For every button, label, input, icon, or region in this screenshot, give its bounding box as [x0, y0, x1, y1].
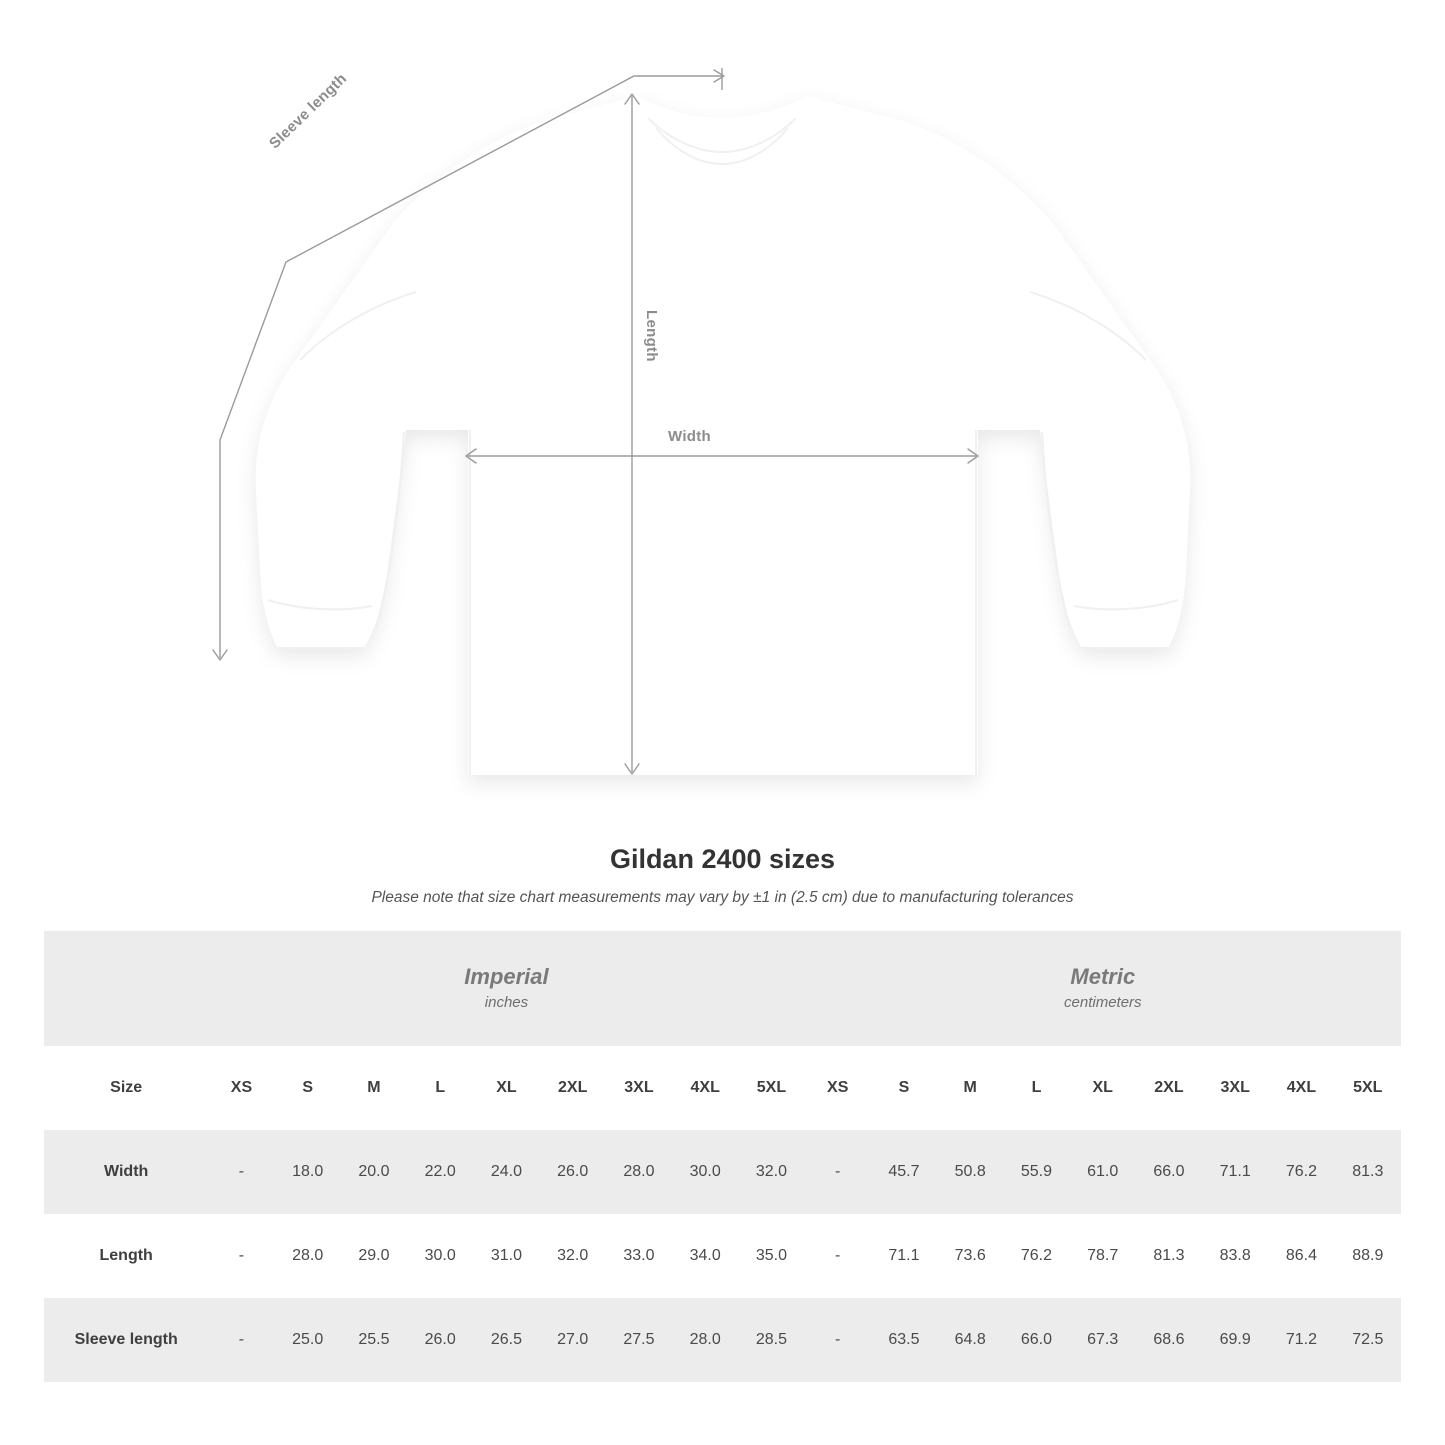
row-label-length: Length [44, 1214, 208, 1298]
cell-width-metric-2xl: 66.0 [1136, 1130, 1202, 1214]
table-row [44, 1214, 1401, 1298]
cell-length-imperial-s: 28.0 [275, 1214, 341, 1298]
cell-sleeve-imperial-xs: - [208, 1298, 274, 1382]
cell-length-imperial-xs: - [208, 1214, 274, 1298]
cell-sleeve-imperial-5xl: 28.5 [738, 1298, 804, 1382]
cell-width-imperial-l: 22.0 [407, 1130, 473, 1214]
cell-length-metric-xl: 78.7 [1070, 1214, 1136, 1298]
length-dimension-label: Length [643, 310, 660, 362]
column-header-imperial-3xl: 3XL [606, 1046, 672, 1130]
cell-sleeve-imperial-s: 25.0 [275, 1298, 341, 1382]
cell-length-metric-s: 71.1 [871, 1214, 937, 1298]
size-chart-table [44, 931, 1401, 1382]
cell-width-imperial-s: 18.0 [275, 1130, 341, 1214]
cell-length-imperial-5xl: 35.0 [738, 1214, 804, 1298]
cell-sleeve-metric-l: 66.0 [1003, 1298, 1069, 1382]
cell-sleeve-imperial-3xl: 27.5 [606, 1298, 672, 1382]
column-header-metric-l: L [1003, 1046, 1069, 1130]
cell-sleeve-metric-4xl: 71.2 [1268, 1298, 1334, 1382]
cell-width-imperial-5xl: 32.0 [738, 1130, 804, 1214]
cell-sleeve-metric-3xl: 69.9 [1202, 1298, 1268, 1382]
cell-width-metric-xl: 61.0 [1070, 1130, 1136, 1214]
column-header-imperial-xl: XL [473, 1046, 539, 1130]
cell-width-imperial-xs: - [208, 1130, 274, 1214]
chart-note: Please note that size chart measurements may vary by ±1 in (2.5 cm) due to manufacturing tolerances [371, 889, 1074, 906]
cell-width-imperial-2xl: 26.0 [540, 1130, 606, 1214]
cell-sleeve-metric-5xl: 72.5 [1335, 1298, 1401, 1382]
unit-metric-cell [805, 931, 1401, 1046]
cell-length-metric-4xl: 86.4 [1268, 1214, 1334, 1298]
cell-width-imperial-m: 20.0 [341, 1130, 407, 1214]
cell-length-imperial-2xl: 32.0 [540, 1214, 606, 1298]
column-header-imperial-m: M [341, 1046, 407, 1130]
cell-length-metric-l: 76.2 [1003, 1214, 1069, 1298]
column-header-metric-m: M [937, 1046, 1003, 1130]
cell-sleeve-metric-2xl: 68.6 [1136, 1298, 1202, 1382]
cell-width-metric-4xl: 76.2 [1268, 1130, 1334, 1214]
cell-length-metric-2xl: 81.3 [1136, 1214, 1202, 1298]
unit-metric-sub: centimeters [1064, 994, 1142, 1012]
cell-sleeve-imperial-xl: 26.5 [473, 1298, 539, 1382]
column-header-imperial-s: S [275, 1046, 341, 1130]
unit-imperial-sub: inches [484, 994, 529, 1012]
cell-sleeve-metric-m: 64.8 [937, 1298, 1003, 1382]
cell-sleeve-metric-xl: 67.3 [1070, 1298, 1136, 1382]
cell-width-metric-xs: - [805, 1130, 871, 1214]
width-dimension-label: Width [668, 428, 712, 445]
size-chart-block [0, 844, 1445, 1382]
column-header-metric-3xl: 3XL [1202, 1046, 1268, 1130]
cell-width-imperial-4xl: 30.0 [672, 1130, 738, 1214]
column-header-size: Size [44, 1046, 208, 1130]
column-header-metric-xl: XL [1070, 1046, 1136, 1130]
cell-width-metric-l: 55.9 [1003, 1130, 1069, 1214]
cell-length-imperial-m: 29.0 [341, 1214, 407, 1298]
column-header-metric-s: S [871, 1046, 937, 1130]
cell-sleeve-imperial-l: 26.0 [407, 1298, 473, 1382]
cell-length-metric-5xl: 88.9 [1335, 1214, 1401, 1298]
cell-length-metric-xs: - [805, 1214, 871, 1298]
table-row [44, 1130, 1401, 1214]
cell-width-metric-s: 45.7 [871, 1130, 937, 1214]
cell-sleeve-metric-xs: - [805, 1298, 871, 1382]
unit-band-row [44, 931, 1401, 1046]
column-header-imperial-5xl: 5XL [738, 1046, 804, 1130]
column-header-imperial-4xl: 4XL [672, 1046, 738, 1130]
cell-sleeve-metric-s: 63.5 [871, 1298, 937, 1382]
column-header-metric-5xl: 5XL [1335, 1046, 1401, 1130]
cell-width-imperial-xl: 24.0 [473, 1130, 539, 1214]
cell-width-imperial-3xl: 28.0 [606, 1130, 672, 1214]
cell-length-metric-m: 73.6 [937, 1214, 1003, 1298]
table-row [44, 1298, 1401, 1382]
column-header-imperial-l: L [407, 1046, 473, 1130]
unit-imperial-title: Imperial [464, 963, 549, 989]
table-header-row [44, 1046, 1401, 1130]
cell-length-imperial-4xl: 34.0 [672, 1214, 738, 1298]
cell-width-metric-m: 50.8 [937, 1130, 1003, 1214]
column-header-imperial-xs: XS [208, 1046, 274, 1130]
chart-title: Gildan 2400 sizes [609, 844, 836, 874]
row-label-width: Width [44, 1130, 208, 1214]
cell-length-imperial-3xl: 33.0 [606, 1214, 672, 1298]
column-header-metric-2xl: 2XL [1136, 1046, 1202, 1130]
cell-length-imperial-l: 30.0 [407, 1214, 473, 1298]
unit-imperial-cell [208, 931, 804, 1046]
sleeve-length-dimension-label: Sleeve length [266, 70, 351, 153]
cell-sleeve-imperial-m: 25.5 [341, 1298, 407, 1382]
unit-metric-title: Metric [1070, 963, 1136, 989]
cell-length-imperial-xl: 31.0 [473, 1214, 539, 1298]
cell-sleeve-imperial-2xl: 27.0 [540, 1298, 606, 1382]
column-header-imperial-2xl: 2XL [540, 1046, 606, 1130]
cell-length-metric-3xl: 83.8 [1202, 1214, 1268, 1298]
cell-width-metric-5xl: 81.3 [1335, 1130, 1401, 1214]
cell-width-metric-3xl: 71.1 [1202, 1130, 1268, 1214]
column-header-metric-4xl: 4XL [1268, 1046, 1334, 1130]
shirt-shape [256, 96, 1190, 775]
unit-band-spacer [44, 931, 208, 1046]
cell-sleeve-imperial-4xl: 28.0 [672, 1298, 738, 1382]
column-header-metric-xs: XS [805, 1046, 871, 1130]
row-label-sleeve-length: Sleeve length [44, 1298, 208, 1382]
